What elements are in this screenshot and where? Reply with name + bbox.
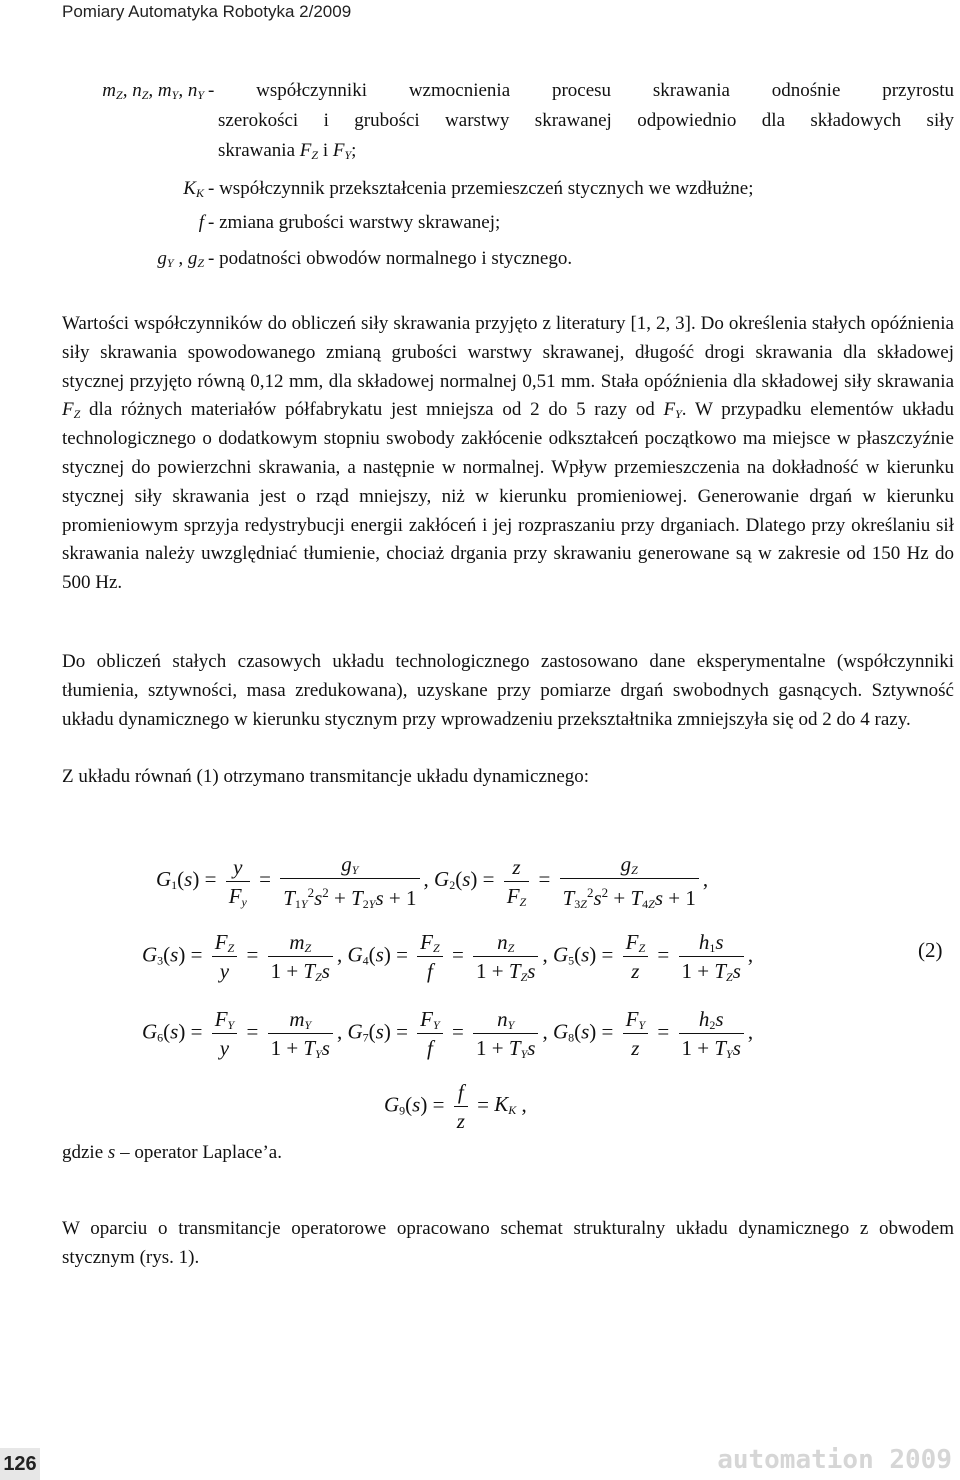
paragraph: Do obliczeń stałych czasowych układu technologicznego zastosowano dane eksperymentalne (współczynniki tłumienia, sztywności, masa zredukowana), uzyskane przy pomiarze drgań swobodnych gasnących. Sztywność układu dynamicznego w kierunku stycznym przy wprowadzeniu przekształtnika zmniejszyła się od 2 do 4 razy. — [62, 651, 954, 730]
paragraph: W oparciu o transmitancje operatorowe opracowano schemat strukturalny układu dynamicznego z obwodem stycznym (rys. 1). — [62, 1218, 954, 1268]
paragraph: Wartości współczynników do obliczeń siły skrawania przyjęto z literatury [1, 2, 3]. Do określenia stałych opóźnienia siły skrawania spowodowanego zmianą grubości warstwy skrawanej, długość drogi skrawania dla składowej stycznej przyjęto równą 0,12 mm, dla składowej normalnej 0,51 mm. Stała opóźnienia dla składowej siły skrawania $F_Z$ dla różnych materiałów półfabrykatu jest mniejsza od 2 do 5 razy od $F_Y$. W przypadku elementów układu technologicznego o dodatkowym stopniu swobody zakłócenie odkształceń początkowo ma miejsce w płaszczyźnie stycznej do powierzchni skrawania, a następnie w normalnej. Wpływ przemieszczenia na dokładność w kierunku stycznej siły skrawania jest o rząd mniejszy, niż w kierunku promieniowej. Generowanie drgań w kierunku promieniowym sprzyja redystrybucji energii zakłóceń i jej rozpraszaniu przy drganiach. Dlatego przy określaniu sił skrawania należy uwzględniać tłumienie, chociaż drgania przy skrawaniu generowane są w zakresie od 150 Hz do 500 Hz. — [62, 313, 955, 594]
footer-brand: automation 2009 — [717, 1445, 952, 1475]
equation-row: $G_1(s)$ = $\frac{y}{F_y}$ = $\frac{g_Y}{T_{1Y}^2s^2 + T_{2Y}s + 1}$ , $G_2(s)$ = $\frac{z}{F_Z}$ = $\frac{g_Z}{T_{3Z}^2s^2 + T_{4Z}s + 1}$ , — [156, 852, 709, 911]
definition-text: - zmiana grubości warstwy skrawanej; — [208, 212, 501, 233]
definition-symbol: $m_Z$, $n_Z$, $m_Y$, $n_Y$ — [102, 80, 204, 102]
definition-text: - współczynniki wzmocnienia procesu skrawania odnośnie przyrostu szerokości i grubości warstwy skrawanej odpowiednio dla składowych siły skrawania $F_Z$ i $F_Y$; — [208, 80, 954, 162]
journal-header: Pomiary Automatyka Robotyka 2/2009 — [62, 2, 352, 21]
paragraph: Z układu równań (1) otrzymano transmitancje układu dynamicznego: — [62, 766, 590, 787]
equation-number: (2) — [918, 938, 943, 962]
page-number: 126 — [0, 1448, 40, 1480]
equation-row: $G_3(s)$ = $\frac{F_Z}{y}$ = $\frac{m_Z}{1 + T_Zs}$ , $G_4(s)$ = $\frac{F_Z}{f}$ = $\frac{n_Z}{1 + T_Zs}$ , $G_5(s)$ = $\frac{F_Z}{z}$ = $\frac{h_1s}{1 + T_Zs}$ , — [142, 930, 754, 984]
definition-row — [62, 174, 954, 204]
definition-row — [62, 244, 954, 274]
symbol-definitions — [62, 76, 954, 274]
definition-text: - podatności obwodów normalnego i stycznego. — [208, 248, 573, 269]
definition-symbol: $K_K$ — [183, 178, 204, 200]
equation-row: $G_9(s)$ = $\frac{f}{z}$ = $K_K$ , — [384, 1080, 527, 1133]
definition-text: - współczynnik przekształcenia przemieszczeń stycznych we wzdłużne; — [208, 178, 754, 199]
laplace-note: gdzie s – operator Laplace’a. — [62, 1142, 282, 1163]
definition-symbol: $g_Y$ , $g_Z$ — [157, 248, 204, 270]
definition-symbol: f — [198, 212, 204, 233]
definition-row — [62, 76, 954, 166]
definition-row — [62, 208, 954, 238]
equation-row: $G_6(s)$ = $\frac{F_Y}{y}$ = $\frac{m_Y}{1 + T_Ys}$ , $G_7(s)$ = $\frac{F_Y}{f}$ = $\frac{n_Y}{1 + T_Ys}$ , $G_8(s)$ = $\frac{F_Y}{z}$ = $\frac{h_2s}{1 + T_Ys}$ , — [142, 1007, 754, 1061]
